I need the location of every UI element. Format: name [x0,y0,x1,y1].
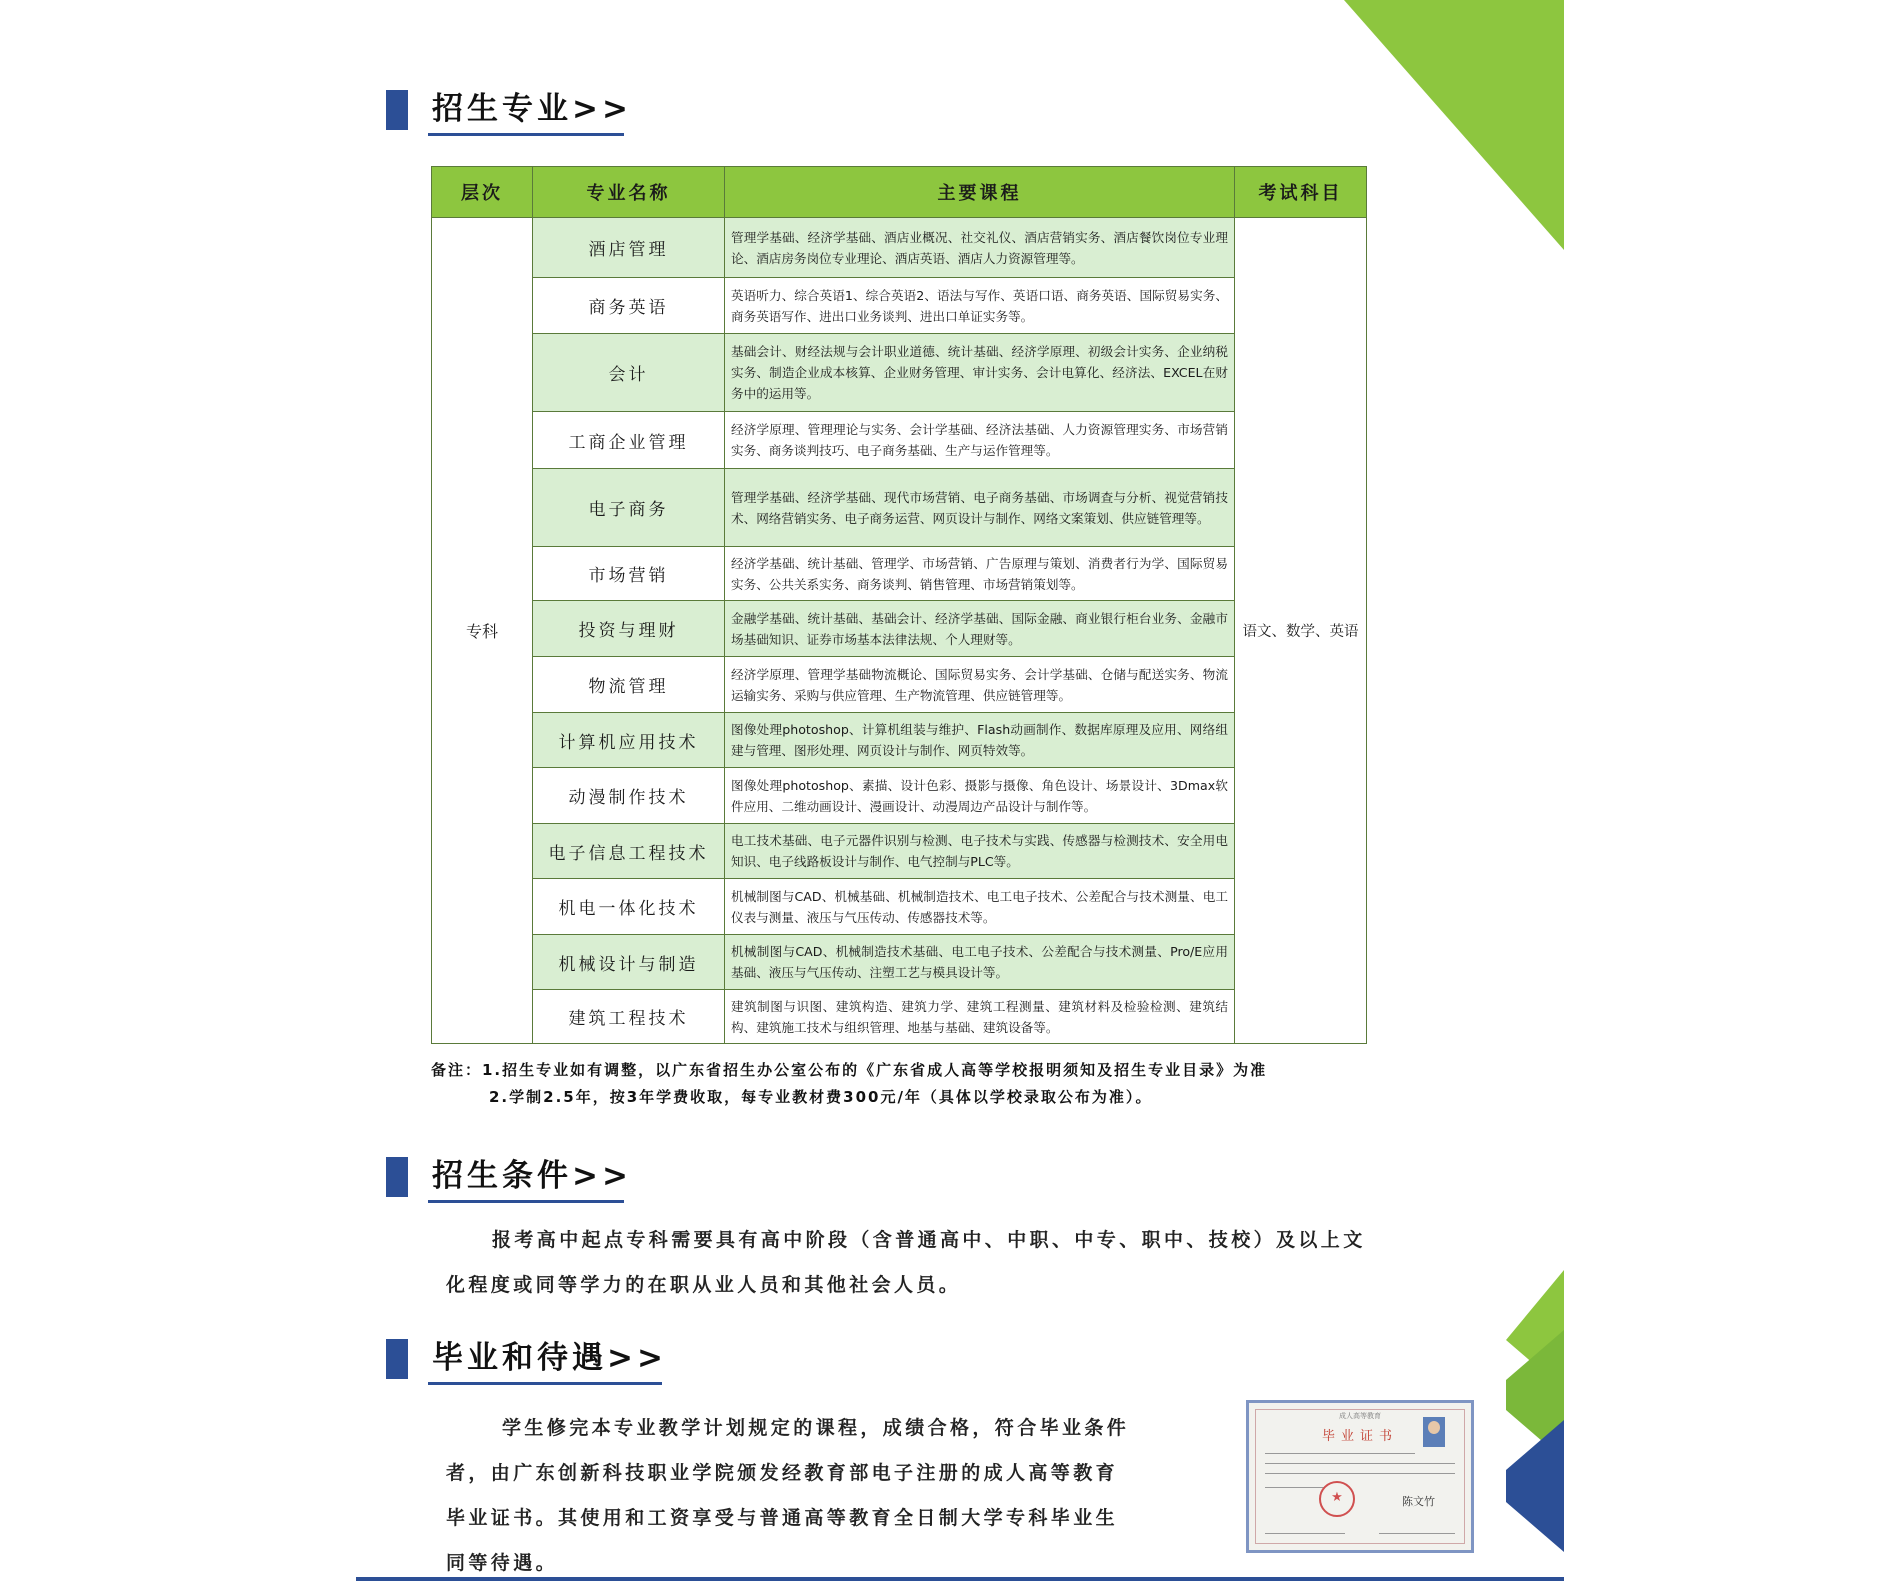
conditions-line-1: 报考高中起点专科需要具有高中阶段（含普通高中、中职、中专、职中、技校）及以上文 [492,1229,1366,1251]
seal-star: ★ [1331,1490,1343,1505]
header-subjects: 考试科目 [1235,167,1367,218]
table-row [432,469,1367,547]
cert-line [1379,1533,1455,1534]
notes [431,1057,1267,1111]
graduation-line-4: 同等待遇。 [446,1552,559,1574]
table-row [432,713,1367,768]
header-major: 专业名称 [533,167,725,218]
certificate-title: 毕业证书 [1321,1429,1398,1444]
major-courses: 管理学基础、经济学基础、酒店业概况、社交礼仪、酒店营销实务、酒店餐饮岗位专业理论、酒店房务岗位专业理论、酒店英语、酒店人力资源管理等。 [725,218,1235,278]
table-row [432,278,1367,334]
table-row [432,412,1367,469]
major-name: 工商企业管理 [533,412,725,469]
major-courses: 机械制图与CAD、机械制造技术基础、电工电子技术、公差配合与技术测量、Pro/E应用基础、液压与气压传动、注塑工艺与模具设计等。 [725,935,1235,990]
major-name: 机械设计与制造 [533,935,725,990]
conditions-line-2: 化程度或同等学力的在职从业人员和其他社会人员。 [446,1274,962,1296]
note-line-2: 2.学制2.5年，按3年学费收取，每专业教材费300元/年（具体以学校录取公布为准）。 [489,1088,1153,1106]
major-name: 电子信息工程技术 [533,824,725,879]
certificate-signature: 陈文竹 [1402,1495,1435,1508]
header-level: 层次 [432,167,533,218]
graduation-line-3: 毕业证书。其使用和工资享受与普通高等教育全日制大学专科毕业生 [446,1507,1119,1529]
major-courses: 图像处理photoshop、计算机组装与维护、Flash动画制作、数据库原理及应用、网络组建与管理、图形处理、网页设计与制作、网页特效等。 [725,713,1235,768]
table-row [432,334,1367,412]
majors-table [431,166,1367,1044]
major-courses: 建筑制图与识图、建筑构造、建筑力学、建筑工程测量、建筑材料及检验检测、建筑结构、建筑施工技术与组织管理、地基与基础、建筑设备等。 [725,990,1235,1044]
major-name: 建筑工程技术 [533,990,725,1044]
cert-line [1265,1463,1455,1464]
table-row [432,935,1367,990]
table-row [432,547,1367,601]
table-row [432,218,1367,278]
cert-line [1265,1487,1325,1488]
graduation-line-2: 者，由广东创新科技职业学院颁发经教育部电子注册的成人高等教育 [446,1462,1119,1484]
major-courses: 机械制图与CAD、机械基础、机械制造技术、电工电子技术、公差配合与技术测量、电工仪表与测量、液压与气压传动、传感器技术等。 [725,879,1235,935]
table-row [432,601,1367,657]
heading-bar [386,1157,408,1197]
table-row [432,824,1367,879]
major-name: 计算机应用技术 [533,713,725,768]
certificate-face [1428,1421,1440,1434]
major-name: 机电一体化技术 [533,879,725,935]
cert-line [1359,1473,1455,1474]
level-cell: 专科 [432,218,533,1044]
table-header-row [432,167,1367,218]
cert-line [1265,1453,1415,1454]
major-name: 投资与理财 [533,601,725,657]
heading-bar [386,90,408,130]
heading-bar [386,1339,408,1379]
major-courses: 英语听力、综合英语1、综合英语2、语法与写作、英语口语、商务英语、国际贸易实务、商务英语写作、进出口业务谈判、进出口单证实务等。 [725,278,1235,334]
subjects-cell: 语文、数学、英语 [1235,218,1367,1044]
table-row [432,990,1367,1044]
cert-line [1265,1533,1345,1534]
major-courses: 图像处理photoshop、素描、设计色彩、摄影与摄像、角色设计、场景设计、3Dmax软件应用、二维动画设计、漫画设计、动漫周边产品设计与制作等。 [725,768,1235,824]
heading-underline [428,1200,624,1203]
conditions-title: 招生条件>> [432,1158,632,1194]
major-name: 会计 [533,334,725,412]
major-name: 动漫制作技术 [533,768,725,824]
certificate-header: 成人高等教育 [1339,1412,1381,1420]
major-name: 商务英语 [533,278,725,334]
major-name: 市场营销 [533,547,725,601]
note-line-1: 备注：1.招生专业如有调整，以广东省招生办公室公布的《广东省成人高等学校报明须知及招生专业目录》为准 [431,1061,1268,1079]
major-courses: 金融学基础、统计基础、基础会计、经济学基础、国际金融、商业银行柜台业务、金融市场基础知识、证券市场基本法律法规、个人理财等。 [725,601,1235,657]
table-row [432,657,1367,713]
heading-underline [428,133,624,136]
bottom-line [356,1577,1564,1581]
major-courses: 电工技术基础、电子元器件识别与检测、电子技术与实践、传感器与检测技术、安全用电知识、电子线路板设计与制作、电气控制与PLC等。 [725,824,1235,879]
major-courses: 基础会计、财经法规与会计职业道德、统计基础、经济学原理、初级会计实务、企业纳税实务、制造企业成本核算、企业财务管理、审计实务、会计电算化、经济法、EXCEL在财务中的运用等。 [725,334,1235,412]
graduation-line-1: 学生修完本专业教学计划规定的课程，成绩合格，符合毕业条件 [502,1417,1130,1439]
header-courses: 主要课程 [725,167,1235,218]
major-courses: 经济学基础、统计基础、管理学、市场营销、广告原理与策划、消费者行为学、国际贸易实务、公共关系实务、商务谈判、销售管理、市场营销策划等。 [725,547,1235,601]
major-name: 物流管理 [533,657,725,713]
major-courses: 经济学原理、管理理论与实务、会计学基础、经济法基础、人力资源管理实务、市场营销实务、商务谈判技巧、电子商务基础、生产与运作管理等。 [725,412,1235,469]
page [356,0,1564,1584]
graduation-text [446,1406,1129,1584]
certificate-photo [1423,1417,1445,1447]
table-row [432,879,1367,935]
certificate-seal [1319,1481,1355,1517]
top-right-decoration [1344,0,1564,250]
major-courses: 管理学基础、经济学基础、现代市场营销、电子商务基础、市场调查与分析、视觉营销技术、网络营销实务、电子商务运营、网页设计与制作、网络文案策划、供应链管理等。 [725,469,1235,547]
major-name: 电子商务 [533,469,725,547]
graduation-title: 毕业和待遇>> [432,1340,667,1376]
major-name: 酒店管理 [533,218,725,278]
certificate-image [1246,1400,1474,1553]
majors-title: 招生专业>> [432,91,632,127]
major-courses: 经济学原理、管理学基础物流概论、国际贸易实务、会计学基础、仓储与配送实务、物流运输实务、采购与供应管理、生产物流管理、供应链管理等。 [725,657,1235,713]
table-row [432,768,1367,824]
heading-underline [428,1382,662,1385]
right-decoration [1506,1270,1564,1560]
conditions-text [446,1218,1366,1308]
